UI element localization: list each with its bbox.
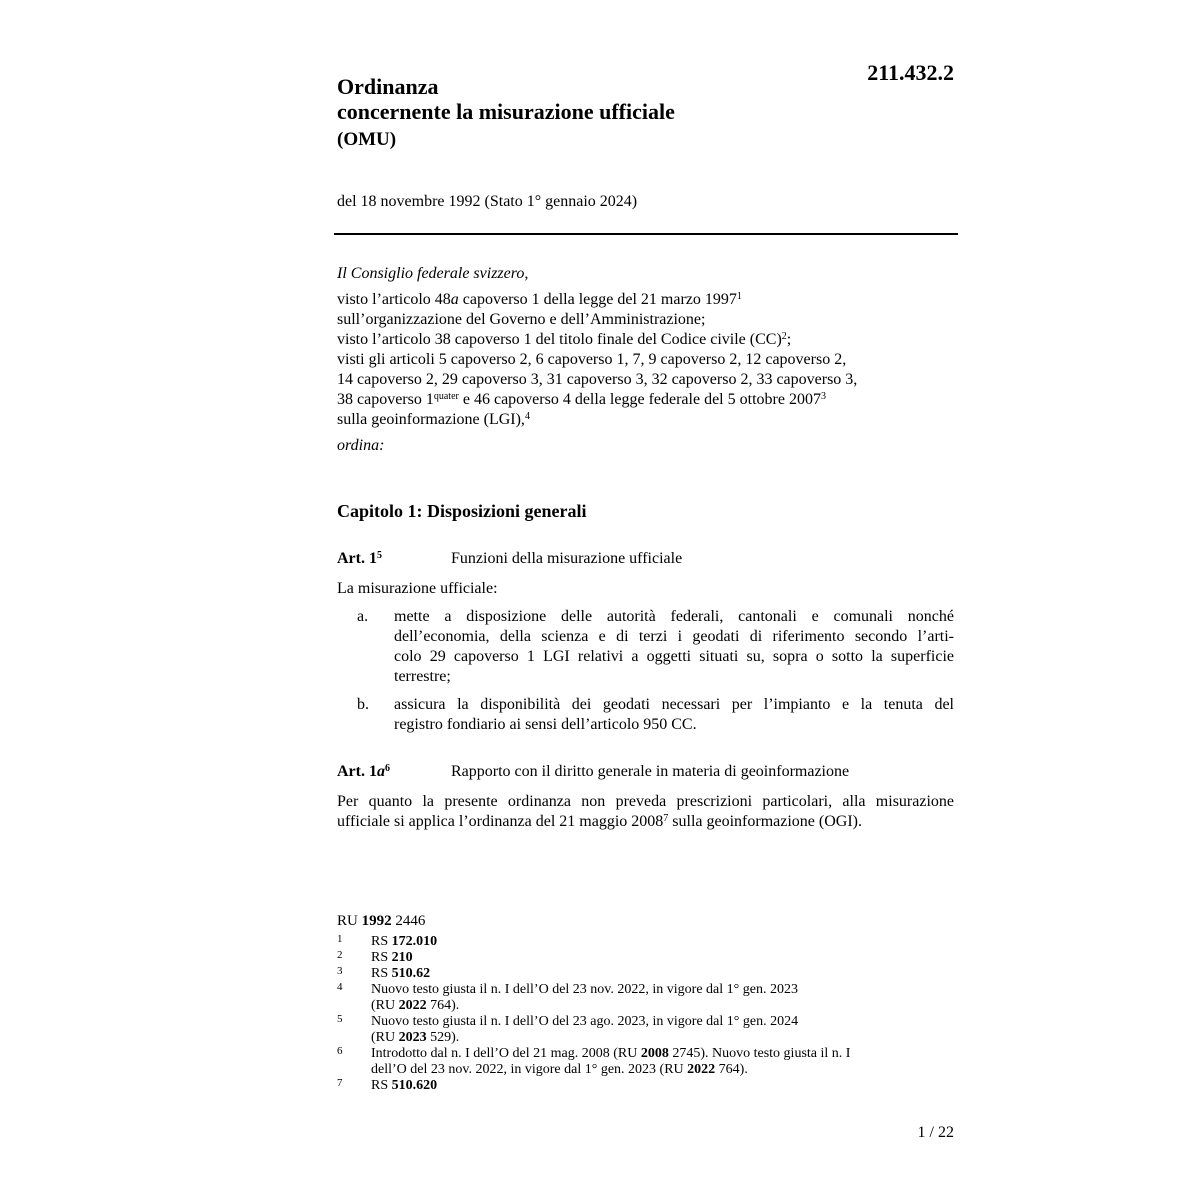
header-divider bbox=[334, 233, 958, 235]
footnote-3: 3 RS 510.62 bbox=[337, 965, 431, 981]
article-1a-heading bbox=[337, 763, 849, 781]
preamble-closing: ordina: bbox=[337, 437, 385, 454]
chapter-heading: Capitolo 1: Disposizioni generali bbox=[337, 501, 587, 521]
document-number: 211.432.2 bbox=[867, 60, 954, 85]
title-line-2: concernente la misurazione ufficiale bbox=[337, 99, 675, 124]
footnote-7: 7 RS 510.620 bbox=[337, 1077, 438, 1093]
article-1-item-b: b. assicura la disponibilità dei geodati necessari per l’impianto e la tenuta del registro fondiario ai sensi dell’articolo 950 CC. bbox=[357, 696, 954, 733]
preamble bbox=[337, 264, 957, 456]
item-letter: b. bbox=[357, 696, 369, 713]
page-number: 1 / 22 bbox=[917, 1124, 954, 1141]
date-status-line: del 18 novembre 1992 (Stato 1° gennaio 2024) bbox=[337, 193, 638, 210]
official-collection-reference: RU 1992 2446 bbox=[337, 913, 426, 929]
article-1-intro: La misurazione ufficiale: bbox=[337, 580, 498, 597]
footnote-ref-2[interactable]: 2 bbox=[781, 331, 787, 342]
title-line-1: Ordinanza bbox=[337, 74, 439, 99]
footnote-2: 2 RS 210 bbox=[337, 949, 413, 965]
footnote-1: 1 RS 172.010 bbox=[337, 933, 438, 949]
preamble-line-1: visto l’articolo 48a capoverso 1 della legge del 21 marzo 1997$^1$ bbox=[337, 291, 742, 308]
footnote-ref-5[interactable]: 5 bbox=[376, 550, 382, 561]
article-1-number: Art. $1^5$ bbox=[337, 550, 382, 567]
footnote-4: 4 Nuovo testo giusta il n. I dell’O del 23 nov. 2022, in vigore dal 1° gen. 2023 (RU 2022 764). bbox=[337, 981, 798, 1013]
footnote-6: 6 Introdotto dal n. I dell’O del 21 mag. 2008 (RU 2008 2745). Nuovo testo giusta il n. I dell’O del 23 nov. 2022, in vigore dal 1° gen. 2023 (RU 2022 764). bbox=[337, 1045, 851, 1077]
article-1a-text: Per quanto la presente ordinanza non preveda prescrizioni particolari, alla misurazione ufficiale si applica l’ordinanza del 21 maggio 2008$^7$ sulla geoinformazione (OGI). bbox=[337, 793, 954, 830]
article-1a-title: Rapporto con il diritto generale in materia di geoinformazione bbox=[451, 763, 850, 780]
preamble-line-6: 38 capoverso $1^{quater}$ e 46 capoverso 4 della legge federale del 5 ottobre 2007$^3$ bbox=[337, 391, 826, 408]
footnotes bbox=[337, 913, 937, 1094]
preamble-line-5: 14 capoverso 2, 29 capoverso 3, 31 capoverso 3, 32 capoverso 2, 33 capoverso 3, bbox=[337, 371, 858, 388]
footnote-ref-6[interactable]: 6 bbox=[384, 763, 390, 774]
footnote-ref-7[interactable]: 7 bbox=[663, 813, 669, 824]
article-1a-number: Art. $1a^6$ bbox=[337, 763, 390, 780]
footnote-ref-1[interactable]: 1 bbox=[736, 291, 742, 302]
article-1-heading bbox=[337, 550, 682, 568]
footnote-ref-4[interactable]: 4 bbox=[524, 411, 530, 422]
item-letter: a. bbox=[357, 608, 369, 625]
preamble-line-4: visti gli articoli 5 capoverso 2, 6 capoverso 1, 7, 9 capoverso 2, 12 capoverso 2, bbox=[337, 351, 847, 368]
title-block bbox=[337, 74, 857, 151]
footnote-5: 5 Nuovo testo giusta il n. I dell’O del 23 ago. 2023, in vigore dal 1° gen. 2024 (RU 2023 529). bbox=[337, 1013, 799, 1045]
preamble-line-7: sulla geoinformazione (LGI),$^4$ bbox=[337, 411, 530, 428]
preamble-authority: Il Consiglio federale svizzero, bbox=[337, 265, 529, 282]
article-1-title: Funzioni della misurazione ufficiale bbox=[451, 550, 683, 567]
preamble-line-2: sull’organizzazione del Governo e dell’Amministrazione; bbox=[337, 311, 706, 328]
article-1-item-a: a. mette a disposizione delle autorità federali, cantonali e comunali nonché dell’economia, della scienza e di terzi i geodati di riferimento secondo l’arti- colo 29 capoverso 1 LGI relativi a oggetti situati su, sopra o sotto la superficie terrestre; bbox=[357, 608, 954, 685]
title-abbreviation: (OMU) bbox=[337, 129, 397, 150]
preamble-line-3: visto l’articolo 38 capoverso 1 del titolo finale del Codice civile (CC)$^2$; bbox=[337, 331, 792, 348]
footnote-ref-3[interactable]: 3 bbox=[820, 391, 826, 402]
